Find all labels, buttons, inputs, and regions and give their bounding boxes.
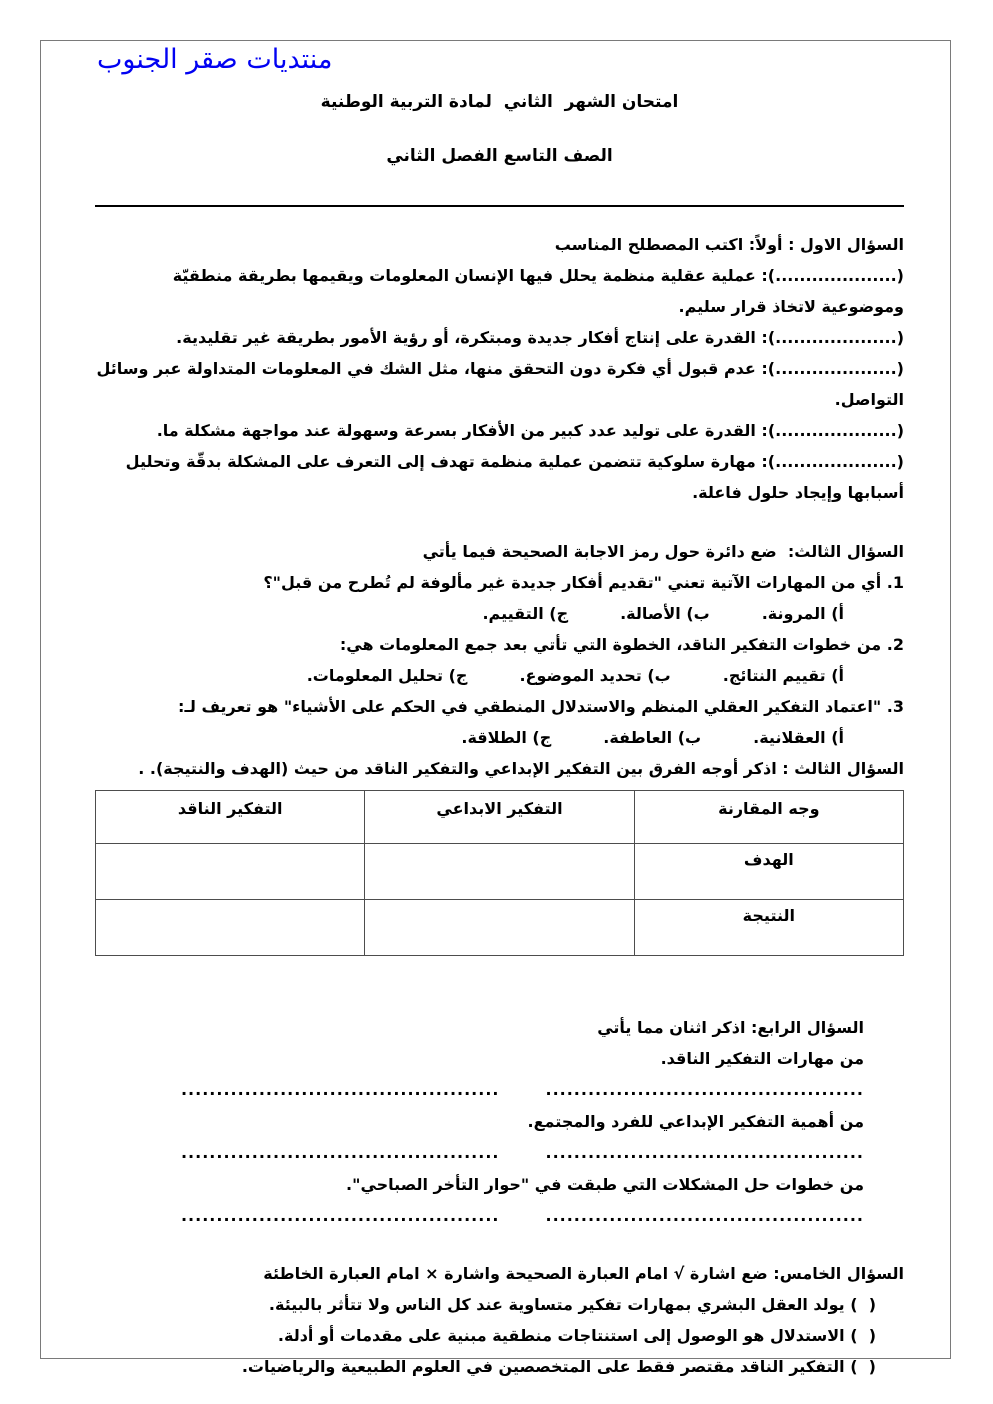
mcq-option-a: أ) المرونة. [761,604,844,623]
mcq-question: 3. "اعتماد التفكير العقلي المنظم والاستدلال المنطقي في الحكم على الأشياء" هو تعريف لـ: [178,697,904,716]
table-header-row [96,791,904,844]
answer-cell-critical [96,900,365,956]
mcq-option-c: ج) الطلاقة. [461,728,552,747]
mcq-question: 1. أي من المهارات الآتية تعني "تقديم أفكار جديدة غير مألوفة لم تُطرح من قبل"؟ [263,573,904,592]
q4-item-label: من مهارات التفكير الناقد. [660,1049,864,1068]
separator-line [95,205,904,207]
dots-segment: ............................................. [180,1143,500,1162]
q4-item-label: من خطوات حل المشكلات التي طبقت في "حوار التأخر الصباحي". [346,1175,864,1194]
q1-item: (....................): عملية عقلية منظمة يحلل فيها الإنسان المعلومات ويقيمها بطريقة منطقيّة وموضوعية لاتخاذ قرار سليم. [167,266,904,316]
exam-document [41,41,950,1382]
table-header-critical-thinking: التفكير الناقد [96,791,365,844]
exam-subtitle: الصف التاسع الفصل الثاني [386,146,613,166]
answer-cell-creative [365,900,634,956]
q4-section [95,1012,904,1232]
q4-item-label: من أهمية التفكير الإبداعي للفرد والمجتمع. [527,1112,864,1131]
mcq-option-b: ب) الأصالة. [620,604,710,623]
answer-cell-critical [96,844,365,900]
q3-mcq-heading: السؤال الثالث: ضع دائرة حول رمز الاجابة الصحيحة فيما يأتي [422,542,904,561]
table-header-creative-thinking: التفكير الابداعي [365,791,634,844]
q1-item: (....................): القدرة على إنتاج أفكار جديدة ومبتكرة، أو رؤية الأمور بطريقة غير تقليدية. [176,328,904,347]
row-label-goal: الهدف [634,844,903,900]
mcq-options-row [95,598,904,629]
dotted-answer-line [95,1074,864,1106]
mcq-option-c: ج) تحليل المعلومات. [306,666,468,685]
q1-item: (....................): عدم قبول أي فكرة دون التحقق منها، مثل الشك في المعلومات المتداولة عبر وسائل التواصل. [90,359,904,409]
dotted-answer-line [95,1200,864,1232]
site-name: منتديات صقر الجنوب [97,44,333,75]
page-border-frame [40,40,951,1376]
q1-heading: السؤال الاول : أولاً: اكتب المصطلح المناسب [554,235,904,254]
q5-section [95,1258,904,1382]
comparison-table [95,790,904,956]
mcq-question: 2. من خطوات التفكير الناقد، الخطوة التي تأتي بعد جمع المعلومات هي: [339,635,904,654]
dotted-answer-line [95,1137,864,1169]
mcq-option-c: ج) التقييم. [482,604,569,623]
mcq-option-b: ب) تحديد الموضوع. [519,666,671,685]
q5-true-false-item: ( ) الاستدلال هو الوصول إلى استنتاجات منطقية مبنية على مقدمات أو أدلة. [277,1326,876,1345]
dots-segment: ............................................. [545,1080,864,1099]
table-header-compare-aspect: وجه المقارنة [634,791,903,844]
exam-title: امتحان الشهر الثاني لمادة التربية الوطنية [320,92,679,112]
q3-compare-heading: السؤال الثالث : اذكر أوجه الفرق بين التفكير الإبداعي والتفكير الناقد من حيث (الهدف والنتيجة). . [138,759,904,778]
mcq-options-row [95,660,904,691]
q1-item: (....................): مهارة سلوكية تتضمن عملية منظمة تهدف إلى التعرف على المشكلة بدقّة وتحليل أسبابها وإيجاد حلول فاعلة. [120,452,904,502]
dots-segment: ............................................. [180,1080,500,1099]
q5-heading: السؤال الخامس: ضع اشارة √ امام العبارة الصحيحة واشارة × امام العبارة الخاطئة [263,1264,904,1283]
q4-heading: السؤال الرابع: اذكر اثنان مما يأتي [597,1018,864,1037]
mcq-option-a: أ) تقييم النتائج. [722,666,844,685]
q5-true-false-item: ( ) يولد العقل البشري بمهارات تفكير متساوية عند كل الناس ولا تتأثر بالبيئة. [268,1295,876,1314]
dots-segment: ............................................. [180,1206,500,1225]
mcq-option-a: أ) العقلانية. [753,728,844,747]
dots-segment: ............................................. [545,1206,864,1225]
row-label-result: النتيجة [634,900,903,956]
table-row [96,900,904,956]
q1-item: (....................): القدرة على توليد عدد كبير من الأفكار بسرعة وسهولة عند مواجهة مشكلة ما. [156,421,904,440]
answer-cell-creative [365,844,634,900]
mcq-options-row [95,722,904,753]
q3-mcq-section [95,536,904,753]
mcq-option-b: ب) العاطفة. [603,728,702,747]
dots-segment: ............................................. [545,1143,864,1162]
table-row [96,844,904,900]
q5-true-false-item: ( ) التفكير الناقد مقتصر فقط على المتخصصين في العلوم الطبيعية والرياضيات. [241,1357,876,1376]
